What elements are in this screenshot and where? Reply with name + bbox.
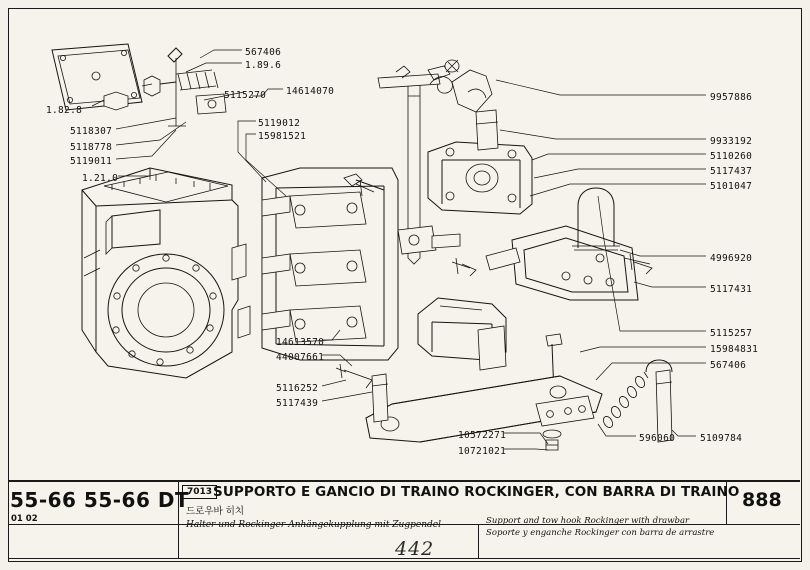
part-number-label: 1.89.6 bbox=[245, 60, 282, 71]
title-german: Halter und Rockinger-Anhängekupplung mit Zugpendel bbox=[186, 520, 441, 530]
part-number-label: 10721021 bbox=[458, 446, 507, 457]
part-number-label: 5109784 bbox=[700, 433, 743, 444]
part-number-label: 567406 bbox=[710, 360, 747, 371]
part-number-label: 44007661 bbox=[276, 352, 325, 363]
title-english: Support and tow hook Rockinger with drawbar bbox=[486, 516, 690, 526]
part-number-label: 596060 bbox=[639, 433, 676, 444]
part-number-label: 5101047 bbox=[710, 181, 753, 192]
part-number-label: 5116252 bbox=[276, 383, 319, 394]
part-number-label: 5115270 bbox=[224, 90, 267, 101]
part-number-label: 14614070 bbox=[286, 86, 335, 97]
part-number-label: 4996920 bbox=[710, 253, 753, 264]
part-number-label: 5119011 bbox=[70, 156, 113, 167]
part-number-label: 10572271 bbox=[458, 430, 507, 441]
part-number-label: 9957886 bbox=[710, 92, 753, 103]
drawbar bbox=[366, 360, 672, 450]
part-number-label: 15981521 bbox=[258, 131, 307, 142]
part-number-label: 5117437 bbox=[710, 166, 753, 177]
title-italian: SUPPORTO E GANCIO DI TRAINO ROCKINGER, CON BARRA DI TRAINO bbox=[213, 484, 740, 500]
part-number-label: 5110260 bbox=[710, 151, 753, 162]
part-number-label: 5119012 bbox=[258, 118, 301, 129]
table-code: 7013 bbox=[182, 485, 217, 499]
transmission-housing bbox=[82, 168, 250, 378]
title-korean: 드로우바 히치 bbox=[186, 506, 245, 517]
part-number-label: 15984831 bbox=[710, 344, 759, 355]
model-variant-codes: 01 02 bbox=[11, 514, 38, 524]
part-number-label: 5118778 bbox=[70, 142, 113, 153]
hitch-head-assembly bbox=[428, 60, 532, 214]
page-number: 888 bbox=[742, 489, 782, 511]
part-number-label: 5118307 bbox=[70, 126, 113, 137]
part-number-label: 1.21.0 bbox=[82, 173, 119, 184]
part-number-label: 1.82.8 bbox=[46, 105, 83, 116]
model-designation: 55-66 55-66 DT bbox=[10, 488, 190, 512]
part-number-label: 14613570 bbox=[276, 337, 325, 348]
handwritten-note: 442 bbox=[395, 538, 435, 560]
title-spanish: Soporte y enganche Rockinger con barra de arrastre bbox=[486, 528, 715, 538]
part-number-label: 5117439 bbox=[276, 398, 319, 409]
part-number-label: 5117431 bbox=[710, 284, 753, 295]
part-number-label: 9933192 bbox=[710, 136, 753, 147]
part-number-label: 567406 bbox=[245, 47, 282, 58]
part-number-label: 5115257 bbox=[710, 328, 753, 339]
